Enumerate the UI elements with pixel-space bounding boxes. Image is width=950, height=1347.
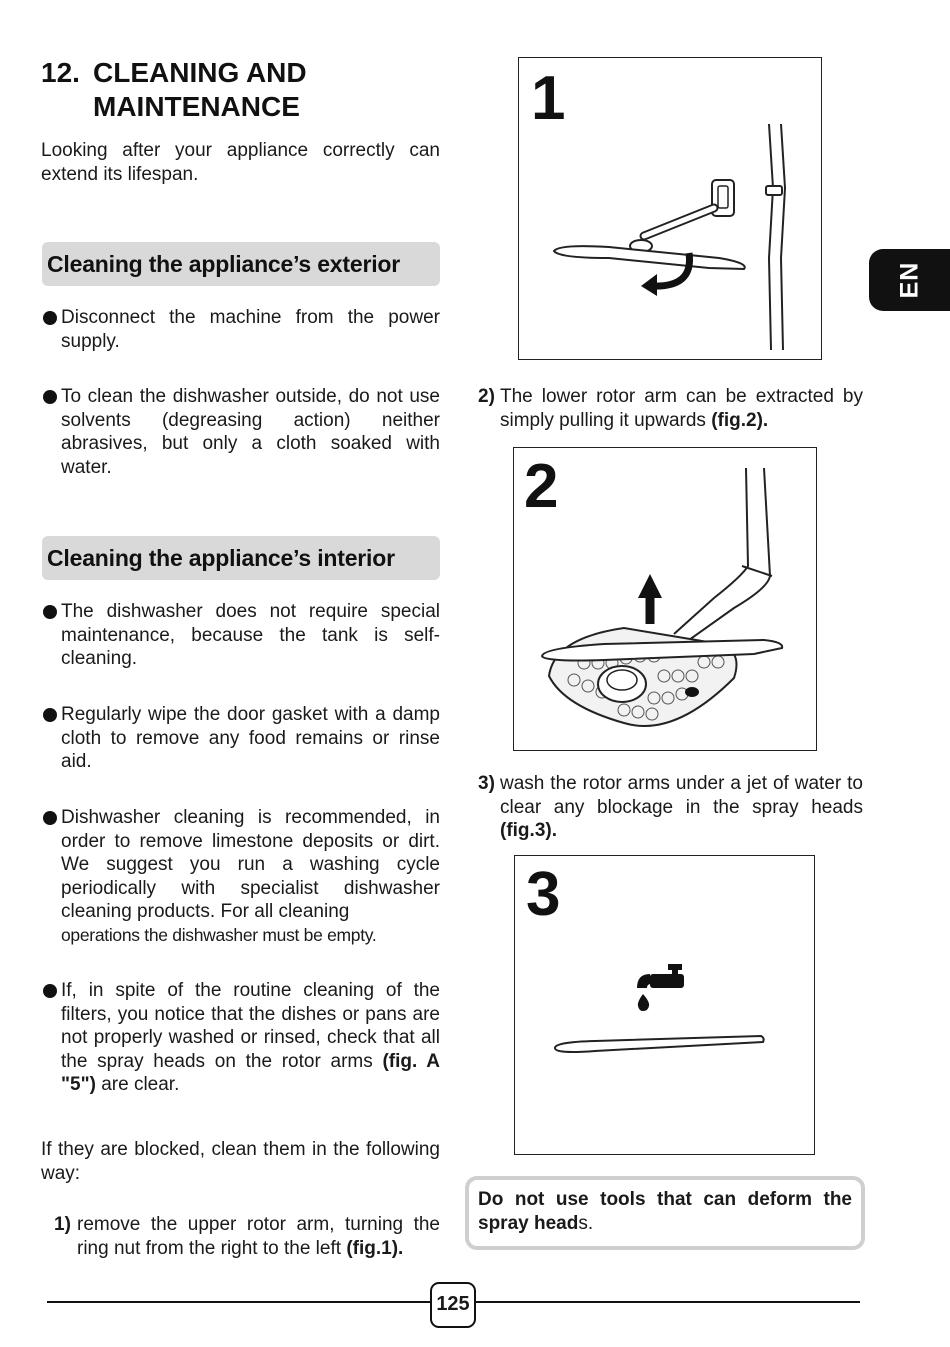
figure-reference: (fig.1). (346, 1237, 404, 1259)
bullet-dot-icon (43, 605, 57, 619)
warning-text-tail: s. (578, 1213, 594, 1234)
list-item (42, 385, 440, 479)
list-item (42, 979, 440, 1097)
step-text (500, 772, 863, 843)
figure-number: 3 (526, 860, 561, 929)
lower-rotor-arm-lift-icon (514, 448, 818, 752)
section-title-line2: MAINTENANCE (93, 91, 300, 122)
step-text-main: wash the rotor arms under a jet of water to clear any blockage in the spray heads (500, 773, 863, 818)
bullet-text (61, 806, 440, 947)
step-number: 3) (478, 773, 495, 794)
bullet-text-main: Dishwasher cleaning is recommended, in order to remove limestone deposits or dirt. We suggest you run a washing cycle periodically with specialist dishwasher cleaning products. For all cleaning (61, 807, 440, 922)
upper-rotor-arm-rotate-icon (519, 58, 823, 361)
step-text-main: remove the upper rotor arm, turning the ring nut from the right to the left (77, 1214, 440, 1259)
figure-1 (518, 57, 822, 360)
warning-box (465, 1176, 865, 1250)
page-number: 125 (430, 1282, 476, 1328)
figure-reference: (fig.2). (711, 409, 769, 431)
figure-3 (514, 855, 815, 1155)
intro-paragraph: Looking after your appliance correctly can extend its lifespan. (41, 140, 440, 185)
step-2 (478, 385, 863, 432)
section-number: 12. (41, 57, 80, 88)
bullet-dot-icon (43, 311, 57, 325)
step-text (77, 1213, 440, 1260)
warning-text: Do not use tools that can deform the spray head (478, 1189, 852, 1234)
step-number: 1) (54, 1214, 71, 1235)
figure-reference: (fig.3). (500, 820, 557, 841)
footer-rule-right (476, 1301, 860, 1303)
blocked-intro-paragraph: If they are blocked, clean them in the following way: (41, 1139, 440, 1184)
bullet-dot-icon (43, 811, 57, 825)
step-number: 2) (478, 386, 495, 407)
list-item (42, 306, 440, 353)
bullet-text: Regularly wipe the door gasket with a damp cloth to remove any food remains or rinse aid. (61, 704, 440, 772)
list-item (42, 703, 440, 774)
figure-number: 2 (524, 452, 559, 521)
step-text-main: The lower rotor arm can be extracted by simply pulling it upwards (500, 386, 863, 431)
rotor-arm-water-tap-icon (515, 856, 816, 1156)
section-title-line1: CLEANING AND (93, 57, 307, 88)
bullet-dot-icon (43, 984, 57, 998)
language-tab-label: EN (895, 261, 923, 299)
bullet-text: Disconnect the machine from the power supply. (61, 307, 440, 352)
list-item (42, 806, 440, 947)
figure-number: 1 (531, 64, 566, 133)
bullet-text: The dishwasher does not require special maintenance, because the tank is self-cleaning. (61, 601, 440, 669)
bullet-text (61, 979, 440, 1097)
step-text (500, 385, 863, 432)
bullet-text-main: If, in spite of the routine cleaning of the filters, you notice that the dishes or pans are not properly washed or rinsed, check that all the spray heads on the rotor arms (61, 980, 440, 1072)
figure-2 (513, 447, 817, 751)
language-tab (869, 249, 950, 311)
step-1 (54, 1213, 440, 1260)
bullet-dot-icon (43, 390, 57, 404)
figure-reference: (fig. A "5") (61, 1050, 440, 1095)
bullet-text-end: are clear. (95, 1074, 180, 1095)
bullet-text-small: operations the dishwasher must be empty. (61, 924, 377, 945)
footer-rule-left (47, 1301, 430, 1303)
bullet-dot-icon (43, 708, 57, 722)
list-item (42, 600, 440, 671)
exterior-heading: Cleaning the appliance’s exterior (42, 242, 440, 286)
bullet-text: To clean the dishwasher outside, do not use solvents (degreasing action) neither abrasives, but only a cloth soaked with water. (61, 386, 440, 478)
step-3 (478, 772, 863, 843)
interior-heading: Cleaning the appliance’s interior (42, 536, 440, 580)
